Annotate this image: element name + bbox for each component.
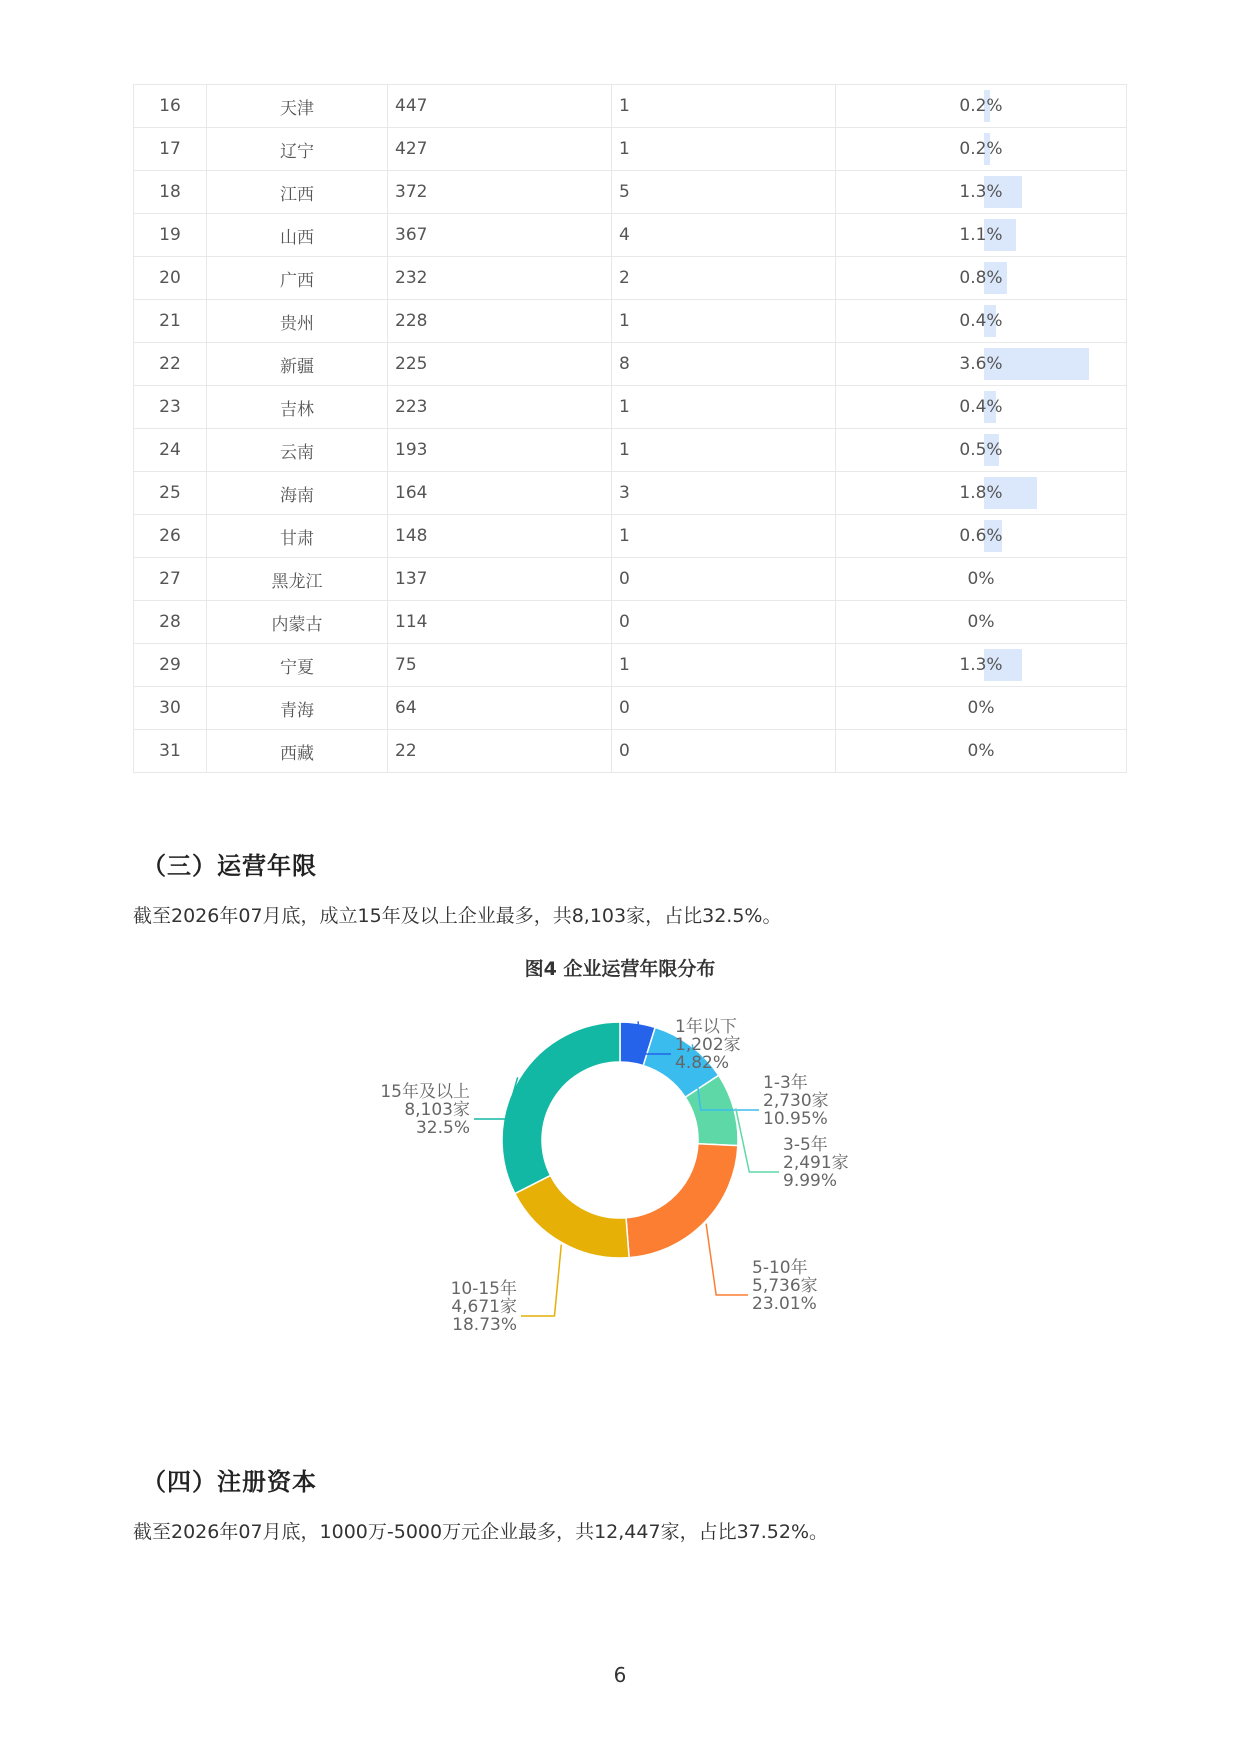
count-value: 5	[612, 171, 836, 214]
total-value: 114	[388, 601, 612, 644]
row-number: 26	[134, 515, 207, 558]
total-value: 75	[388, 644, 612, 687]
province-name: 黑龙江	[207, 558, 388, 601]
total-value: 193	[388, 429, 612, 472]
total-value: 137	[388, 558, 612, 601]
percent-cell	[836, 343, 1127, 386]
slice-percent-label: 4.82%	[675, 1053, 730, 1073]
total-value: 148	[388, 515, 612, 558]
percent-cell	[836, 558, 1127, 601]
percent-cell	[836, 687, 1127, 730]
table-row	[134, 730, 1127, 773]
row-number: 29	[134, 644, 207, 687]
table-row	[134, 601, 1127, 644]
slice-label: 1年以下	[675, 1017, 737, 1037]
slice-value-label: 4,671家	[451, 1297, 517, 1317]
table-row	[134, 472, 1127, 515]
slice-label: 15年及以上	[380, 1082, 470, 1102]
province-name: 宁夏	[207, 644, 388, 687]
slice-percent-label: 32.5%	[415, 1118, 470, 1138]
total-value: 223	[388, 386, 612, 429]
table-row	[134, 171, 1127, 214]
percent-text: 0%	[967, 612, 995, 632]
table-row	[134, 85, 1127, 128]
province-name: 辽宁	[207, 128, 388, 171]
donut-slice	[626, 1144, 738, 1258]
row-number: 21	[134, 300, 207, 343]
count-value: 3	[612, 472, 836, 515]
percent-text: 1.8%	[959, 483, 1003, 503]
percent-cell	[836, 214, 1127, 257]
total-value: 232	[388, 257, 612, 300]
table-row	[134, 300, 1127, 343]
section-3-text: 截至2026年07月底，成立15年及以上企业最多，共8,103家，占比32.5%。	[133, 905, 782, 927]
total-value: 372	[388, 171, 612, 214]
slice-percent-label: 10.95%	[763, 1109, 828, 1129]
percent-cell	[836, 472, 1127, 515]
slice-label: 1-3年	[763, 1073, 808, 1093]
province-name: 天津	[207, 85, 388, 128]
percent-cell	[836, 730, 1127, 773]
percent-text: 0%	[967, 698, 995, 718]
figure-4-title: 图4 企业运营年限分布	[524, 958, 716, 980]
slice-label: 5-10年	[752, 1258, 808, 1278]
count-value: 4	[612, 214, 836, 257]
count-value: 2	[612, 257, 836, 300]
table-row	[134, 214, 1127, 257]
table-row	[134, 343, 1127, 386]
slice-percent-label: 18.73%	[452, 1315, 517, 1335]
percent-cell	[836, 429, 1127, 472]
row-number: 25	[134, 472, 207, 515]
row-number: 20	[134, 257, 207, 300]
percent-cell	[836, 85, 1127, 128]
donut-slice	[515, 1175, 629, 1258]
donut-slice	[502, 1022, 620, 1194]
slice-value-label: 2,491家	[783, 1153, 849, 1173]
table-row	[134, 128, 1127, 171]
count-value: 8	[612, 343, 836, 386]
province-name: 江西	[207, 171, 388, 214]
row-number: 17	[134, 128, 207, 171]
count-value: 1	[612, 386, 836, 429]
count-value: 1	[612, 515, 836, 558]
row-number: 27	[134, 558, 207, 601]
slice-value-label: 8,103家	[404, 1100, 470, 1120]
row-number: 24	[134, 429, 207, 472]
section-4-heading: （四）注册资本	[142, 1468, 317, 1496]
section-4-text: 截至2026年07月底，1000万-5000万元企业最多，共12,447家，占比37.52%。	[133, 1521, 829, 1543]
percent-text: 0.8%	[959, 268, 1003, 288]
row-number: 22	[134, 343, 207, 386]
percent-text: 0.2%	[959, 139, 1003, 159]
percent-text: 0.4%	[959, 311, 1003, 331]
slice-value-label: 2,730家	[763, 1091, 829, 1111]
slice-value-label: 1,202家	[675, 1035, 741, 1055]
count-value: 0	[612, 601, 836, 644]
row-number: 19	[134, 214, 207, 257]
total-value: 64	[388, 687, 612, 730]
province-ranking-table	[133, 84, 1127, 773]
province-name: 山西	[207, 214, 388, 257]
slice-percent-label: 23.01%	[752, 1294, 817, 1314]
table-row	[134, 687, 1127, 730]
percent-text: 0%	[967, 569, 995, 589]
count-value: 1	[612, 429, 836, 472]
slice-label: 3-5年	[783, 1135, 828, 1155]
province-name: 海南	[207, 472, 388, 515]
row-number: 18	[134, 171, 207, 214]
slice-percent-label: 9.99%	[783, 1171, 838, 1191]
province-name: 新疆	[207, 343, 388, 386]
count-value: 0	[612, 687, 836, 730]
section-3-heading: （三）运营年限	[142, 852, 317, 880]
slice-value-label: 5,736家	[752, 1276, 818, 1296]
percent-text: 1.3%	[959, 182, 1003, 202]
percent-text: 0.2%	[959, 96, 1003, 116]
province-name: 贵州	[207, 300, 388, 343]
total-value: 164	[388, 472, 612, 515]
count-value: 1	[612, 300, 836, 343]
percent-cell	[836, 515, 1127, 558]
province-name: 云南	[207, 429, 388, 472]
table-row	[134, 257, 1127, 300]
percent-cell	[836, 601, 1127, 644]
percent-cell	[836, 644, 1127, 687]
province-name: 广西	[207, 257, 388, 300]
province-name: 甘肃	[207, 515, 388, 558]
percent-cell	[836, 171, 1127, 214]
row-number: 31	[134, 730, 207, 773]
row-number: 23	[134, 386, 207, 429]
count-value: 0	[612, 730, 836, 773]
count-value: 1	[612, 128, 836, 171]
percent-cell	[836, 300, 1127, 343]
total-value: 447	[388, 85, 612, 128]
percent-text: 0.6%	[959, 526, 1003, 546]
count-value: 1	[612, 644, 836, 687]
table-row	[134, 644, 1127, 687]
province-name: 西藏	[207, 730, 388, 773]
percent-text: 0.5%	[959, 440, 1003, 460]
percent-cell	[836, 128, 1127, 171]
province-name: 内蒙古	[207, 601, 388, 644]
total-value: 225	[388, 343, 612, 386]
province-name: 青海	[207, 687, 388, 730]
count-value: 1	[612, 85, 836, 128]
percent-text: 0%	[967, 741, 995, 761]
total-value: 22	[388, 730, 612, 773]
table-row	[134, 515, 1127, 558]
table-row	[134, 558, 1127, 601]
page-number: 6	[613, 1663, 627, 1687]
slice-label: 10-15年	[450, 1279, 517, 1299]
count-value: 0	[612, 558, 836, 601]
row-number: 30	[134, 687, 207, 730]
total-value: 367	[388, 214, 612, 257]
percent-text: 1.3%	[959, 655, 1003, 675]
total-value: 228	[388, 300, 612, 343]
row-number: 16	[134, 85, 207, 128]
label-leader-line	[521, 1245, 561, 1316]
percent-cell	[836, 386, 1127, 429]
total-value: 427	[388, 128, 612, 171]
label-leader-line	[706, 1224, 748, 1295]
province-name: 吉林	[207, 386, 388, 429]
table-row	[134, 429, 1127, 472]
operating-years-donut-chart	[330, 1000, 910, 1360]
table-row	[134, 386, 1127, 429]
percent-text: 3.6%	[959, 354, 1003, 374]
percent-text: 0.4%	[959, 397, 1003, 417]
percent-cell	[836, 257, 1127, 300]
percent-text: 1.1%	[959, 225, 1003, 245]
row-number: 28	[134, 601, 207, 644]
